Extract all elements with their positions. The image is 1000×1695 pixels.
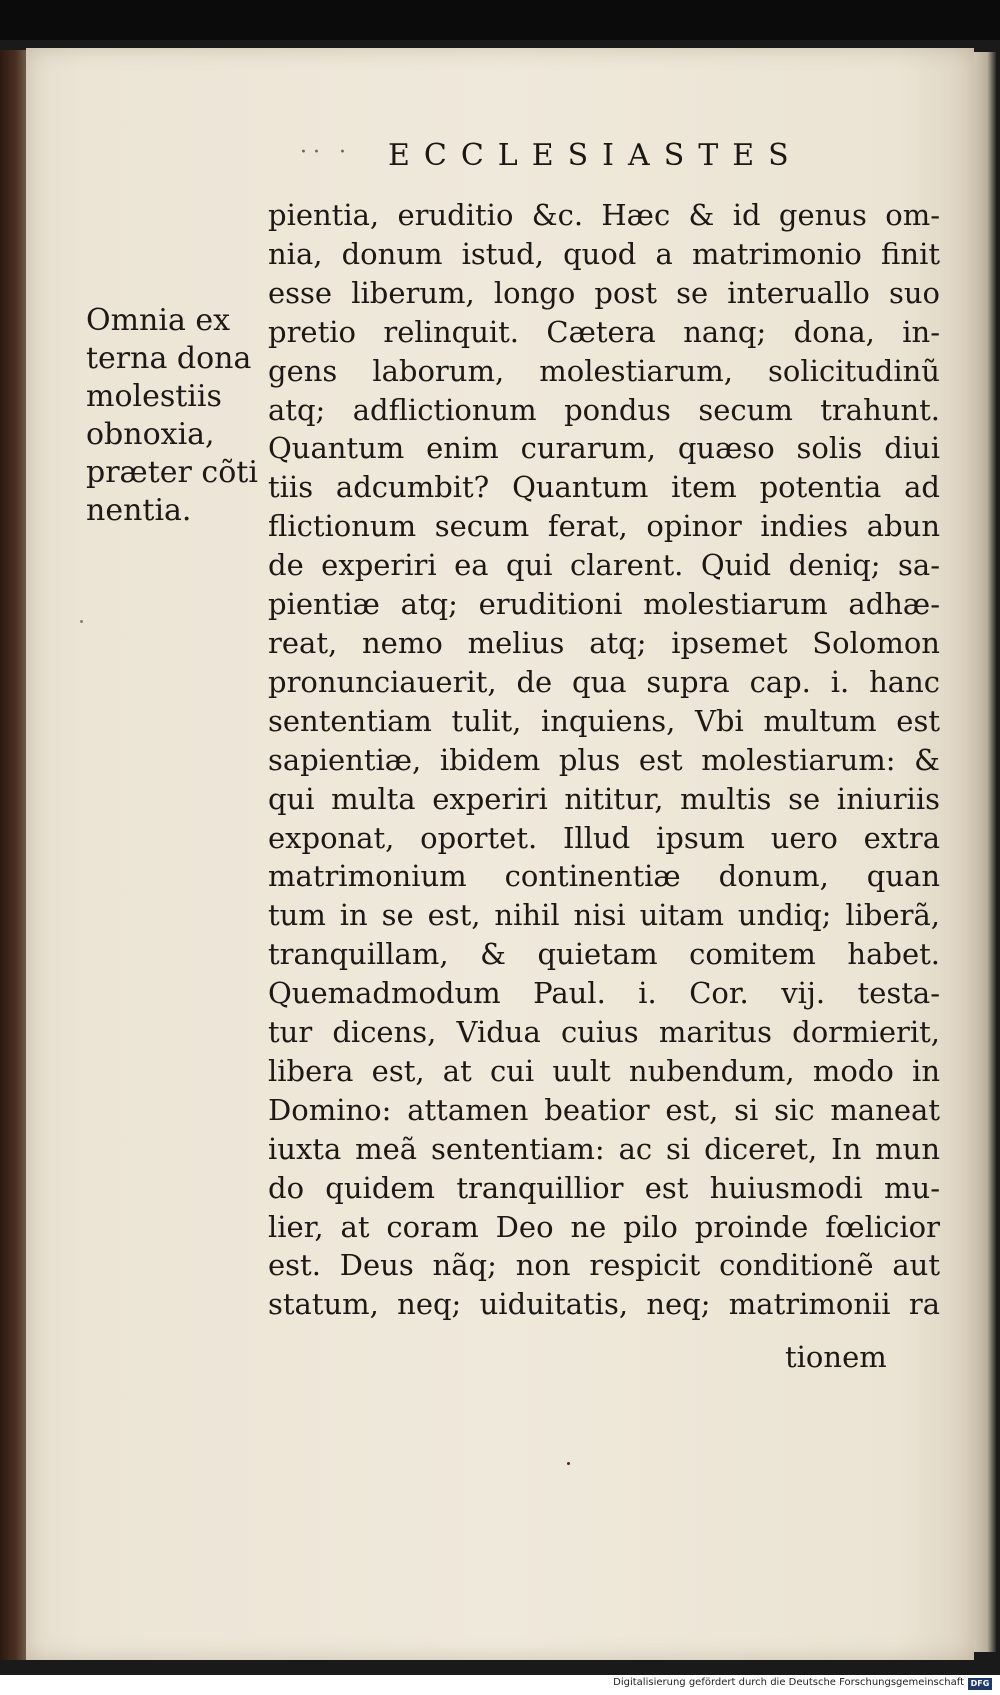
text-line: reat, nemo melius atq; ipsemet Solomon: [268, 625, 940, 660]
text-line: statum, neq; uiduitatis, neq; matrimonii ra: [268, 1287, 940, 1322]
text-line: lier, at coram Deo ne pilo proinde fœlicior: [268, 1209, 940, 1244]
text-line: de experiri ea qui clarent. Quid deniq; sa-: [268, 548, 940, 583]
text-line: iuxta meã sententiam: ac si diceret, In mun: [268, 1131, 940, 1166]
text-line: pretio relinquit. Cætera nanq; dona, in-: [268, 314, 940, 349]
margin-note-line: Omnia ex: [86, 303, 231, 338]
text-line: tur dicens, Vidua cuius maritus dormierit,: [268, 1015, 940, 1050]
margin-note-line: molestiis: [86, 379, 222, 414]
body-text: [268, 196, 940, 1324]
text-line: nia, donum istud, quod a matrimonio finit: [268, 236, 940, 271]
text-line: sententiam tulit, inquiens, Vbi multum est: [268, 703, 940, 738]
text-line: Quantum enim curarum, quæso solis diui: [268, 431, 940, 466]
text-line: atq; adflictionum pondus secum trahunt.: [268, 392, 940, 427]
text-line: qui multa experiri nititur, multis se iniuriis: [268, 781, 940, 816]
text-line: libera est, at cui uult nubendum, modo in: [268, 1053, 940, 1088]
text-line: Quemadmodum Paul. i. Cor. vij. testa-: [268, 976, 940, 1011]
text-line: tum in se est, nihil nisi uitam undiq; liberã,: [268, 898, 940, 933]
text-line: pronunciauerit, de qua supra cap. i. hanc: [268, 664, 940, 699]
margin-note: [86, 302, 261, 530]
dfg-logo: DFG: [968, 1678, 992, 1690]
catchword: tionem: [785, 1340, 887, 1374]
footer-credit: Digitalisierung gefördert durch die Deutsche Forschungsgemeinschaft: [613, 1677, 964, 1688]
text-line: Domino: attamen beatior est, si sic maneat: [268, 1092, 940, 1127]
text-line: pientia, eruditio &c. Hæc & id genus om-: [268, 198, 940, 232]
head-ornament: ·· ·: [300, 140, 352, 165]
text-line: exponat, oportet. Illud ipsum uero extra: [268, 820, 940, 855]
margin-note-line: præter cõti: [86, 455, 258, 490]
margin-note-line: nentia.: [86, 493, 192, 528]
text-line: do quidem tranquillior est huiusmodi mu-: [268, 1170, 940, 1205]
ink-speck: [567, 1462, 570, 1465]
text-line: gens laborum, molestiarum, solicitudinũ: [268, 353, 940, 388]
margin-note-line: terna dona: [86, 341, 252, 376]
text-line: tiis adcumbit? Quantum item potentia ad: [268, 470, 940, 505]
text-line: flictionum secum ferat, opinor indies abun: [268, 509, 940, 544]
ink-speck: [80, 620, 83, 623]
text-line: esse liberum, longo post se interuallo suo: [268, 275, 940, 310]
text-line: pientiæ atq; eruditioni molestiarum adhæ-: [268, 587, 940, 622]
text-line: tranquillam, & quietam comitem habet.: [268, 937, 940, 972]
text-line: est. Deus nãq; non respicit conditionẽ aut: [268, 1248, 940, 1283]
running-head: ECCLESIASTES: [388, 138, 803, 173]
margin-note-line: obnoxia,: [86, 417, 215, 452]
page-fore-edge: [974, 52, 996, 1652]
text-line: matrimonium continentiæ donum, quan: [268, 859, 940, 894]
binding-edge: [0, 50, 26, 1660]
text-line: sapientiæ, ibidem plus est molestiarum: &: [268, 742, 940, 777]
